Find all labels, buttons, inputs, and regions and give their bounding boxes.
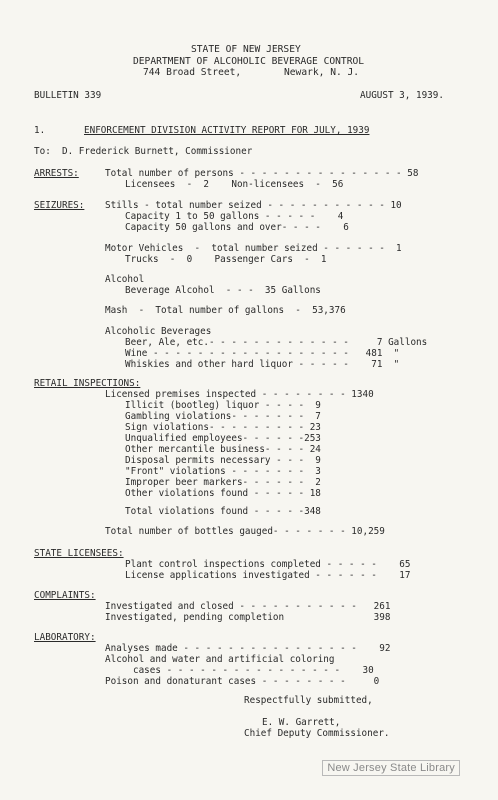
analyses-made: Analyses made - - - - - - - - - - - - - - - - 92 bbox=[105, 643, 391, 654]
complaints-closed: Investigated and closed - - - - - - - - - - - 261 bbox=[105, 601, 391, 612]
retail-item-front: "Front" violations - - - - - - - 3 bbox=[125, 466, 321, 477]
library-watermark: New Jersey State Library bbox=[322, 760, 460, 776]
mash-total: Mash - Total number of gallons - 53,376 bbox=[105, 305, 346, 316]
motor-vehicles-breakdown: Trucks - 0 Passenger Cars - 1 bbox=[125, 254, 327, 265]
alcoholic-beverages-label: Alcoholic Beverages bbox=[105, 326, 212, 337]
state-licensees-heading: STATE LICENSEES: bbox=[34, 548, 124, 559]
bulletin-date: AUGUST 3, 1939. bbox=[360, 90, 444, 101]
item-number: 1. bbox=[34, 125, 46, 136]
complaints-heading: COMPLAINTS: bbox=[34, 590, 96, 601]
stills-total: Stills - total number seized - - - - - - - - - - - 10 bbox=[105, 200, 402, 211]
retail-inspections-heading: RETAIL INSPECTIONS: bbox=[34, 378, 141, 389]
licensed-premises-inspected: Licensed premises inspected - - - - - - - - 1340 bbox=[105, 389, 374, 400]
arrests-heading: ARRESTS: bbox=[34, 168, 79, 179]
header-street: 744 Broad Street, bbox=[143, 67, 242, 78]
header-city: Newark, N. J. bbox=[284, 67, 360, 78]
closing-phrase: Respectfully submitted, bbox=[244, 695, 373, 706]
retail-item-beer-markers: Improper beer markers- - - - - - 2 bbox=[125, 477, 321, 488]
retail-item-sign: Sign violations- - - - - - - - - 23 bbox=[125, 422, 321, 433]
bottles-gauged: Total number of bottles gauged- - - - - - - 10,259 bbox=[105, 526, 385, 537]
to-line: To: D. Frederick Burnett, Commissioner bbox=[34, 146, 253, 157]
beer-ale-line: Beer, Ale, etc.- - - - - - - - - - - - - 7 Gallons bbox=[125, 337, 428, 348]
header-state: STATE OF NEW JERSEY bbox=[191, 44, 301, 55]
stills-capacity-large: Capacity 50 gallons and over- - - - 6 bbox=[125, 222, 349, 233]
stills-capacity-small: Capacity 1 to 50 gallons - - - - - 4 bbox=[125, 211, 344, 222]
arrests-total: Total number of persons - - - - - - - - - - - - - - - 58 bbox=[105, 168, 419, 179]
plant-control-inspections: Plant control inspections completed - - - - - 65 bbox=[125, 559, 411, 570]
retail-item-mercantile: Other mercantile business- - - - 24 bbox=[125, 444, 321, 455]
seizures-heading: SEIZURES: bbox=[34, 200, 85, 211]
license-applications: License applications investigated - - - - - - 17 bbox=[125, 570, 411, 581]
complaints-pending: Investigated, pending completion 398 bbox=[105, 612, 391, 623]
coloring-line-1: Alcohol and water and artificial coloring bbox=[105, 654, 335, 665]
retail-item-unqualified: Unqualified employees- - - - - -253 bbox=[125, 433, 321, 444]
retail-item-gambling: Gambling violations- - - - - - - 7 bbox=[125, 411, 321, 422]
signatory-title: Chief Deputy Commissioner. bbox=[244, 728, 390, 739]
coloring-line-2: cases - - - - - - - - - - - - - - - - 30 bbox=[105, 665, 374, 676]
wine-line: Wine - - - - - - - - - - - - - - - - - - 481 " bbox=[125, 348, 400, 359]
retail-item-bootleg: Illicit (bootleg) liquor - - - - 9 bbox=[125, 400, 321, 411]
alcohol-label: Alcohol bbox=[105, 274, 145, 285]
poison-cases: Poison and donaturant cases - - - - - - - - 0 bbox=[105, 676, 380, 687]
whiskies-line: Whiskies and other hard liquor - - - - - 71 " bbox=[125, 359, 400, 370]
arrests-breakdown: Licensees - 2 Non-licensees - 56 bbox=[125, 179, 344, 190]
total-violations: Total violations found - - - - -348 bbox=[125, 506, 321, 517]
retail-item-disposal: Disposal permits necessary - - - 9 bbox=[125, 455, 321, 466]
beverage-alcohol: Beverage Alcohol - - - 35 Gallons bbox=[125, 285, 321, 296]
retail-item-other: Other violations found - - - - - 18 bbox=[125, 488, 321, 499]
bulletin-number: BULLETIN 339 bbox=[34, 90, 102, 101]
signatory-name: E. W. Garrett, bbox=[262, 717, 341, 728]
motor-vehicles-total: Motor Vehicles - total number seized - - - - - - 1 bbox=[105, 243, 402, 254]
laboratory-heading: LABORATORY: bbox=[34, 632, 96, 643]
report-title: ENFORCEMENT DIVISION ACTIVITY REPORT FOR JULY, 1939 bbox=[84, 125, 370, 136]
header-department: DEPARTMENT OF ALCOHOLIC BEVERAGE CONTROL bbox=[133, 56, 365, 67]
